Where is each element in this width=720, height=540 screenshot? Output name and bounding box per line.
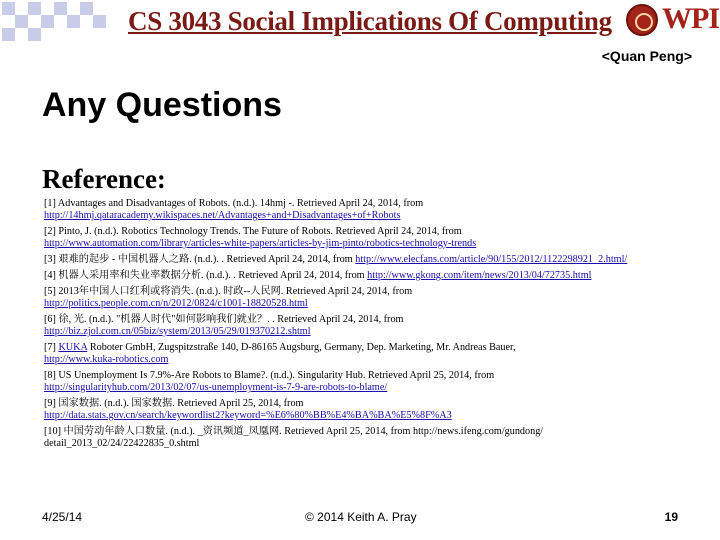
footer-date: 4/25/14 bbox=[42, 510, 83, 524]
kuka-link[interactable]: KUKA bbox=[58, 342, 88, 353]
reference-text: [1] Advantages and Disadvantages of Robots. (n.d.). 14hmj -. Retrieved April 24, 2014, from bbox=[44, 198, 424, 209]
reference-link[interactable]: http://www.automation.com/library/articles-white-papers/articles-by-jim-pinto/robotics-technology-trends bbox=[44, 238, 477, 249]
reference-link[interactable]: http://data.stats.gov.cn/search/keywordlist2?keyword=%E6%80%BB%E4%BA%BA%E5%8F%A3 bbox=[44, 410, 452, 421]
reference-link[interactable]: http://biz.zjol.com.cn/05biz/system/2013/05/29/019370212.shtml bbox=[44, 326, 311, 337]
checker-square bbox=[15, 15, 28, 28]
checker-square bbox=[28, 2, 41, 15]
reference-text: [3] 艰难的起步 - 中国机器人之路. (n.d.). . Retrieved April 24, 2014, from bbox=[44, 254, 353, 265]
reference-link[interactable]: http://www.kuka-robotics.com bbox=[44, 354, 169, 365]
reference-item bbox=[44, 198, 714, 222]
reference-text-continued: detail_2013_02/24/22422835_0.shtml bbox=[44, 438, 200, 449]
slide-heading: Any Questions bbox=[42, 86, 282, 124]
reference-text-line bbox=[44, 342, 714, 354]
footer-copyright: © 2014 Keith A. Pray bbox=[305, 510, 417, 524]
decorative-checkerboard bbox=[2, 2, 112, 42]
reference-text: [10] 中国劳动年龄人口数量. (n.d.). _资讯频道_凤凰网. Retrieved April 25, 2014, from http://news.ifeng.com/gundong/ bbox=[44, 426, 544, 437]
reference-heading: Reference: bbox=[42, 164, 166, 194]
reference-list bbox=[44, 198, 714, 454]
checker-square bbox=[67, 15, 80, 28]
reference-link[interactable]: http://www.elecfans.com/article/90/155/2012/1122298921_2.html/ bbox=[355, 254, 628, 265]
reference-text: Roboter GmbH, Zugspitzstraße 140, D-86165 Augsburg, Germany, Dep. Marketing, Mr. Andreas Bauer, bbox=[87, 342, 516, 353]
reference-text: [5] 2013年中国人口红利或将消失. (n.d.). 时政--人民网. Retrieved April 24, 2014, from bbox=[44, 286, 413, 297]
checker-square bbox=[2, 28, 15, 41]
wpi-logo bbox=[624, 2, 719, 42]
reference-item bbox=[44, 226, 714, 250]
checker-square bbox=[28, 28, 41, 41]
checker-square bbox=[2, 2, 15, 15]
reference-link[interactable]: http://www.gkong.com/item/news/2013/04/72735.html bbox=[367, 270, 592, 281]
course-title: CS 3043 Social Implications Of Computing bbox=[128, 6, 612, 36]
reference-item bbox=[44, 270, 714, 282]
checker-square bbox=[93, 15, 106, 28]
reference-item bbox=[44, 286, 714, 310]
reference-item bbox=[44, 254, 714, 266]
presenter-name: <Quan Peng> bbox=[601, 48, 692, 64]
reference-item bbox=[44, 314, 714, 338]
reference-prefix: [7] bbox=[44, 342, 59, 353]
wpi-logo-text: WPI bbox=[662, 2, 719, 35]
checker-square bbox=[80, 2, 93, 15]
reference-text: [9] 国家数据. (n.d.). 国家数据. Retrieved April 25, 2014, from bbox=[44, 398, 304, 409]
wpi-seal-icon bbox=[626, 4, 658, 36]
reference-link[interactable]: http://politics.people.com.cn/n/2012/0824/c1001-18820528.html bbox=[44, 298, 308, 309]
reference-item bbox=[44, 370, 714, 394]
reference-item bbox=[44, 426, 714, 450]
reference-item bbox=[44, 342, 714, 366]
slide-number: 19 bbox=[664, 510, 678, 524]
reference-link[interactable]: http://singularityhub.com/2013/02/07/us-unemployment-is-7-9-are-robots-to-blame/ bbox=[44, 382, 388, 393]
reference-item bbox=[44, 398, 714, 422]
reference-text: [2] Pinto, J. (n.d.). Robotics Technology Trends. The Future of Robots. Retrieved April 24, 2014, from bbox=[44, 226, 462, 237]
reference-text: [6] 徐, 光. (n.d.). "机器人时代"如何影响我们就业？. . Retrieved April 24, 2014, from bbox=[44, 314, 404, 325]
reference-text: [4] 机器人采用率和失业率数据分析. (n.d.). . Retrieved April 24, 2014, from bbox=[44, 270, 365, 281]
checker-square bbox=[54, 2, 67, 15]
reference-link[interactable]: http://14hmj.qataracademy.wikispaces.net/Advantages+and+Disadvantages+of+Robots bbox=[44, 210, 401, 221]
checker-square bbox=[41, 15, 54, 28]
reference-text: [8] US Unemployment Is 7.9%-Are Robots to Blame?. (n.d.). Singularity Hub. Retrieved April 25, 2014, from bbox=[44, 370, 495, 381]
